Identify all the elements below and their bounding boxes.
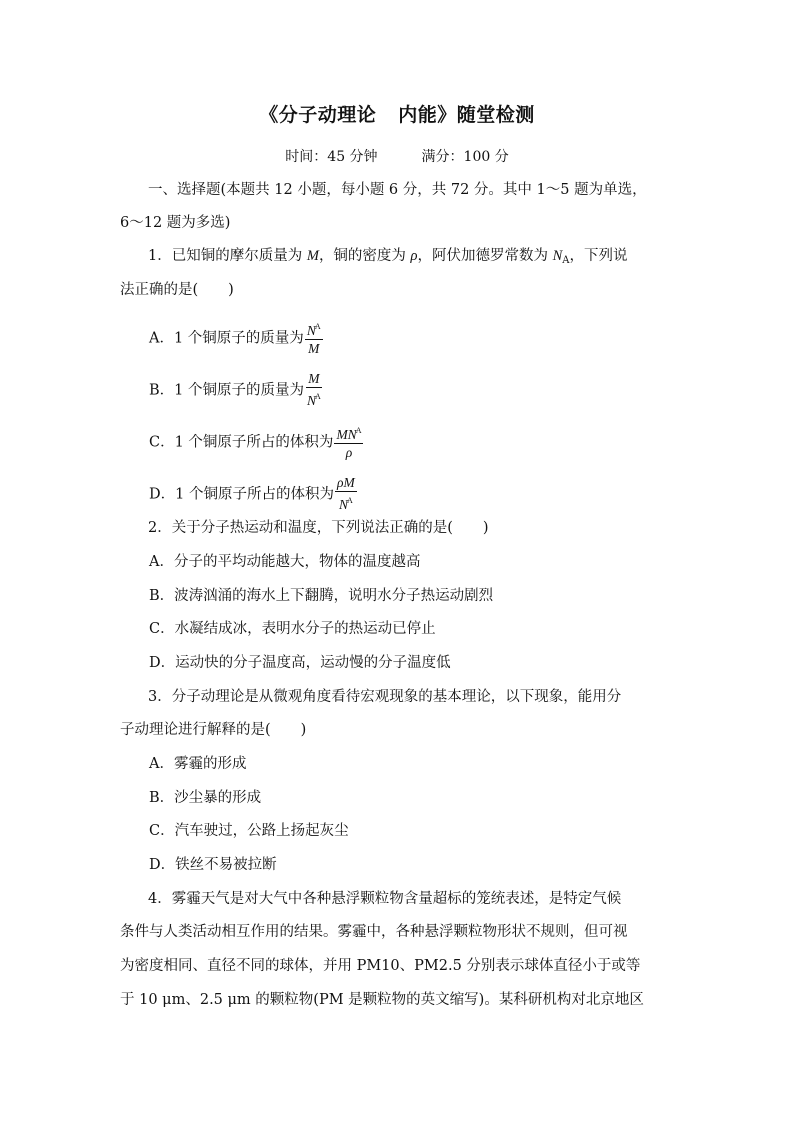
q4-line1: 4．雾霾天气是对大气中各种悬浮颗粒物含量超标的笼统表述，是特定气候: [148, 891, 622, 907]
exam-meta: [0, 146, 794, 166]
q2-option-a: A．分子的平均动能越大，物体的温度越高: [149, 554, 421, 570]
q2-option-b: B．波涛汹涌的海水上下翻腾，说明水分子热运动剧烈: [149, 588, 494, 604]
q1-d-fraction: $\frac{\rho M}{N^A}$: [336, 475, 355, 512]
q3-option-c: C．汽车驶过，公路上扬起灰尘: [149, 823, 349, 839]
q3-stem-line2: 子动理论进行解释的是( ): [120, 722, 307, 738]
q4-line3: 为密度相同、直径不同的球体，并用 PM10、PM2.5 分别表示球体直径小于或等: [120, 958, 641, 974]
q1-stem-line2: 法正确的是( ): [120, 282, 234, 298]
page-title: [0, 100, 794, 127]
q2-option-c: C．水凝结成冰，表明水分子的热运动已停止: [149, 621, 436, 637]
q1-b-fraction: $\frac{M}{N^A}$: [307, 371, 321, 408]
q2-stem: 2．关于分子热运动和温度，下列说法正确的是( ): [148, 520, 489, 536]
q1-option-d: D．1 个铜原子所占的体积为 $\frac{\rho M}{N^A}$: [149, 475, 355, 512]
q1-c-fraction: $\frac{MN^A}{\rho}$: [334, 423, 363, 460]
q3-option-b: B．沙尘暴的形成: [149, 790, 262, 806]
time-limit: 时间：45 分钟: [285, 149, 378, 165]
q1-stem-line1: 1．已知铜的摩尔质量为 M，铜的密度为 ρ，阿伏加德罗常数为 $N_A$，下列说: [148, 248, 628, 266]
section-heading-line1: 一、选择题(本题共 12 小题，每小题 6 分，共 72 分。其中 1～5 题为单选，: [148, 182, 647, 198]
q3-stem-line1: 3．分子动理论是从微观角度看待宏观现象的基本理论，以下现象，能用分: [148, 689, 622, 705]
full-score: 满分：100 分: [421, 149, 509, 165]
q1-option-c: C．1 个铜原子所占的体积为 $\frac{MN^A}{\rho}$: [149, 424, 363, 461]
title-left: 《分子动理论: [259, 104, 377, 126]
q3-option-d: D．铁丝不易被拉断: [149, 857, 277, 873]
q1-a-fraction: $\frac{N^A}{M}$: [305, 319, 323, 356]
q1-option-a: A．1 个铜原子的质量为 $\frac{N^A}{M}$: [149, 320, 323, 357]
q4-line2: 条件与人类活动相互作用的结果。雾霾中，各种悬浮颗粒物形状不规则，但可视: [120, 924, 628, 940]
q2-option-d: D．运动快的分子温度高，运动慢的分子温度低: [149, 655, 451, 671]
q1-option-b: B．1 个铜原子的质量为 $\frac{M}{N^A}$: [149, 371, 321, 408]
q3-option-a: A．雾霾的形成: [149, 756, 247, 772]
q4-line4: 于 10 μm、2.5 μm 的颗粒物(PM 是颗粒物的英文缩写)。某科研机构对北京地区: [120, 992, 644, 1008]
section-heading-line2: 6～12 题为多选): [120, 215, 231, 231]
title-right: 内能》随堂检测: [398, 104, 535, 126]
